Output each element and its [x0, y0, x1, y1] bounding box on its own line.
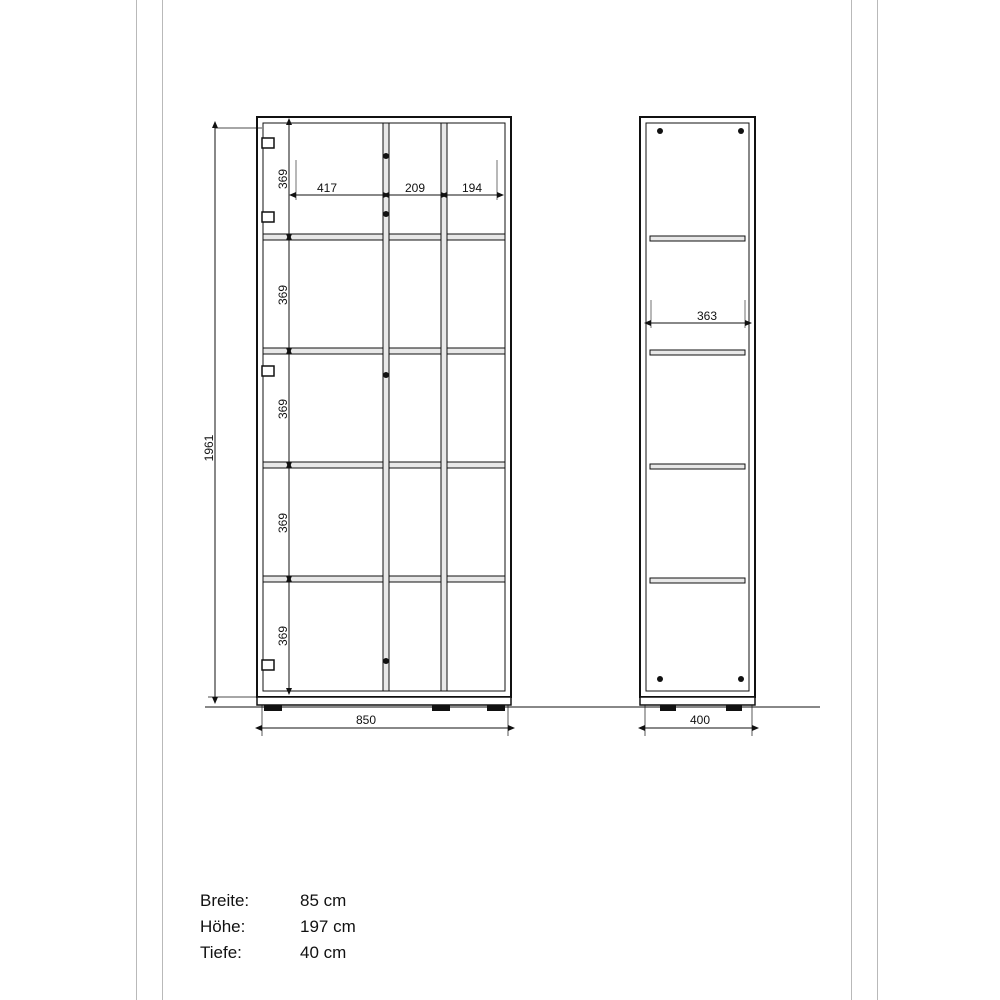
dim-total-height-label: 1961 [202, 434, 216, 462]
spec-value-hoehe: 197 cm [300, 917, 356, 936]
side-view-cabinet [640, 117, 755, 711]
spec-row-hoehe [200, 914, 420, 940]
dim-shelf-5-label: 369 [276, 625, 290, 647]
spec-label-hoehe: Höhe: [200, 917, 246, 936]
dim-shelf-1-label: 369 [276, 168, 290, 190]
spec-label-breite: Breite: [200, 891, 250, 910]
dim-col-1-label: 417 [316, 181, 338, 195]
dim-inner-depth-label: 363 [696, 309, 718, 323]
spec-value-breite: 85 cm [300, 891, 347, 910]
dim-shelf-2-label: 369 [276, 284, 290, 306]
spec-row-breite [200, 888, 420, 914]
specifications-block [200, 888, 420, 966]
spec-value-tiefe: 40 cm [300, 943, 347, 962]
dim-shelf-3-label: 369 [276, 398, 290, 420]
spec-label-tiefe: Tiefe: [200, 943, 242, 962]
dim-total-depth-label: 400 [689, 713, 711, 727]
front-view-cabinet [257, 117, 511, 711]
dimension-total-width [262, 705, 508, 736]
dimension-total-height [202, 128, 262, 697]
dim-col-2-label: 209 [404, 181, 426, 195]
dim-total-width-label: 850 [355, 713, 377, 727]
dim-shelf-4-label: 369 [276, 512, 290, 534]
spec-row-tiefe [200, 940, 420, 966]
dim-col-3-label: 194 [461, 181, 483, 195]
